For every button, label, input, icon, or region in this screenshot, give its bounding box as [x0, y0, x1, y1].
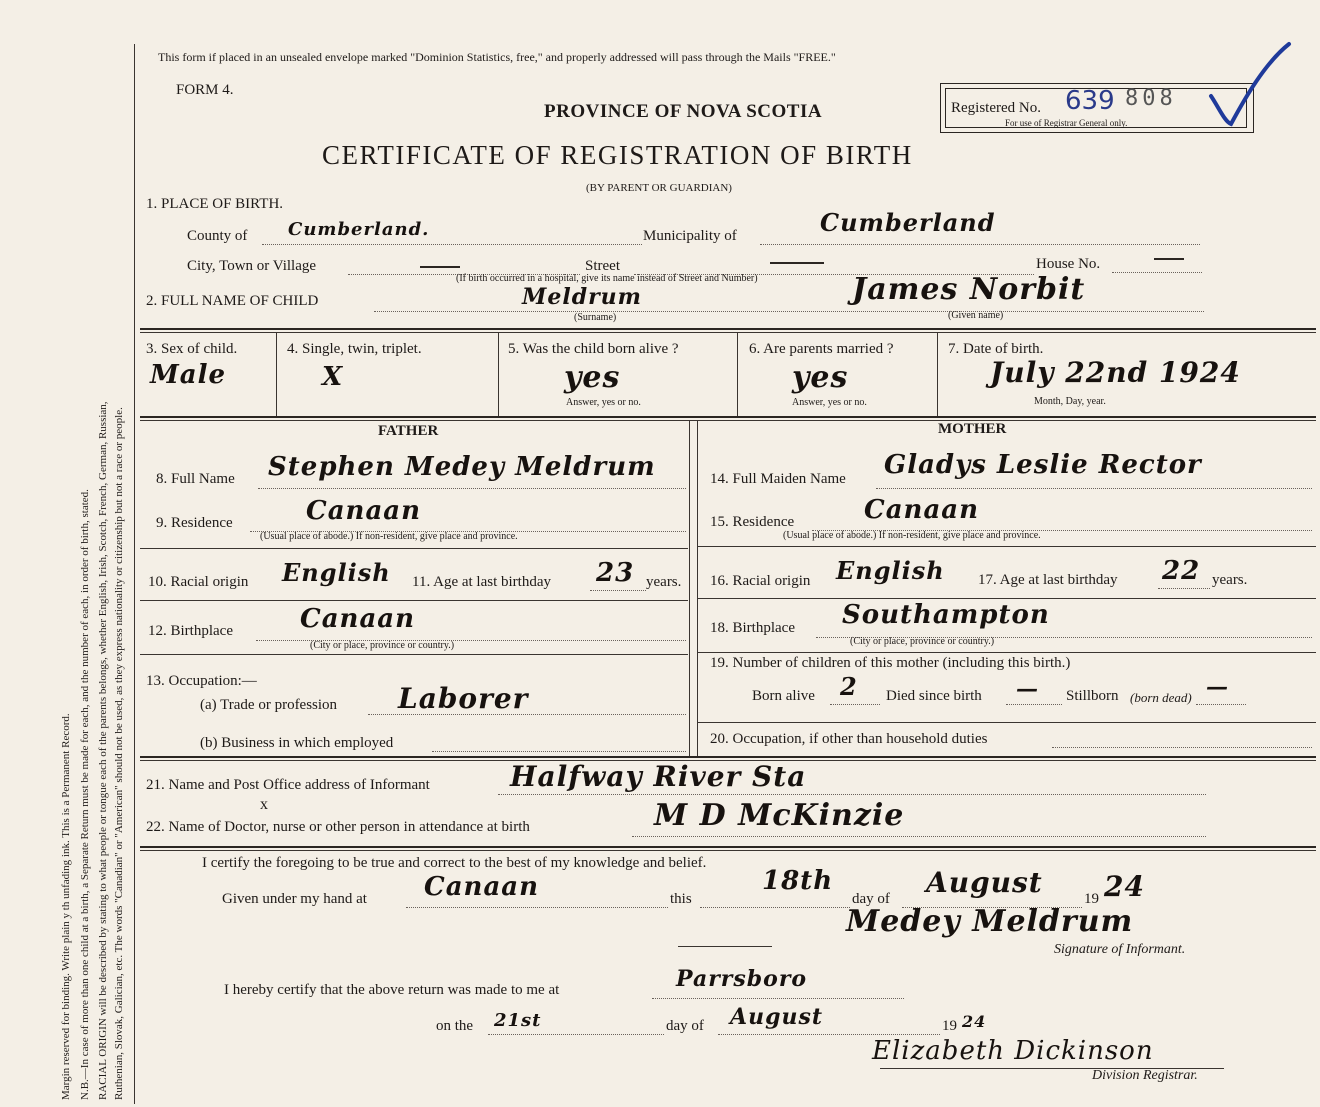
mail-notice: This form if placed in an unsealed envelope marked "Dominion Statistics, free," and properly addressed will pass through the Mails "FREE." — [158, 50, 836, 64]
county-label: County of — [187, 228, 248, 244]
plurality-value: X — [322, 362, 344, 392]
born-alive-answer: yes — [564, 360, 621, 395]
mother-race-value: English — [836, 556, 945, 585]
occupation-heading: 13. Occupation:— — [146, 673, 257, 689]
trade-label: (a) Trade or profession — [200, 697, 338, 713]
given-at-label: Given under my hand at — [222, 891, 367, 907]
children-count-label: 19. Number of children of this mother (including this birth.) — [710, 655, 1071, 671]
born-alive-count-label: Born alive — [752, 688, 815, 704]
given-year-prefix: 19 — [1084, 891, 1099, 907]
mother-birthplace-caption: (City or place, province or country.) — [850, 636, 995, 647]
mother-heading: MOTHER — [938, 421, 1007, 437]
municipality-value: Cumberland — [820, 208, 996, 237]
business-label: (b) Business in which employed — [200, 735, 394, 751]
mother-age-label: 17. Age at last birthday — [978, 572, 1118, 588]
registrar-signature: Elizabeth Dickinson — [872, 1036, 1154, 1066]
doctor-mark: x — [260, 796, 268, 813]
sidebar-line-1: Margin reserved for binding. Write plain y th unfading ink. This is a Permanent Record. — [60, 713, 72, 1100]
child-surname: Meldrum — [522, 284, 642, 310]
child-given-name: James Norbit — [852, 272, 1086, 307]
father-birthplace-caption: (City or place, province or country.) — [310, 640, 455, 651]
registrar-signature-caption: Division Registrar. — [1092, 1068, 1198, 1083]
checkmark-icon — [1205, 38, 1295, 128]
parents-married-caption: Answer, yes or no. — [792, 397, 867, 408]
birth-date-caption: Month, Day, year. — [1034, 396, 1106, 407]
given-this-label: this — [670, 891, 692, 907]
parents-married-question: 6. Are parents married ? — [749, 341, 894, 357]
certify-statement: I certify the foregoing to be true and correct to the best of my knowledge and belief. — [202, 855, 707, 871]
birth-date-label: 7. Date of birth. — [948, 341, 1044, 357]
province-heading: PROVINCE OF NOVA SCOTIA — [544, 101, 823, 122]
plurality-label: 4. Single, twin, triplet. — [287, 341, 422, 357]
sidebar-line-2: N.B.—In case of more than one child at a birth, a Separate Return must be made for each, and the number of each, in order of birth, stated. — [79, 489, 91, 1100]
mother-residence-value: Canaan — [864, 495, 980, 525]
father-age-label: 11. Age at last birthday — [412, 574, 551, 590]
certificate-subtitle: (BY PARENT OR GUARDIAN) — [586, 182, 732, 194]
doctor-label: 22. Name of Doctor, nurse or other person in attendance at birth — [146, 819, 530, 835]
father-race-label: 10. Racial origin — [148, 574, 249, 590]
mother-residence-caption: (Usual place of abode.) If non-resident, give place and province. — [783, 530, 1041, 541]
born-alive-caption: Answer, yes or no. — [566, 397, 641, 408]
registered-number: 639 — [1065, 86, 1115, 116]
doctor-value: M D McKinzie — [654, 798, 905, 833]
father-name-value: Stephen Medey Meldrum — [268, 452, 656, 482]
given-month-value: August — [926, 866, 1043, 899]
birth-date-value: July 22nd 1924 — [990, 356, 1241, 389]
registered-note: For use of Registrar General only. — [1005, 118, 1128, 128]
stillborn-label: Stillborn — [1066, 688, 1119, 704]
surname-caption: (Surname) — [574, 312, 617, 323]
informant-signature-caption: Signature of Informant. — [1054, 942, 1186, 957]
child-name-label: 2. FULL NAME OF CHILD — [146, 293, 319, 309]
father-residence-value: Canaan — [306, 496, 422, 526]
mother-birthplace-label: 18. Birthplace — [710, 620, 795, 636]
mother-age-unit: years. — [1212, 572, 1248, 588]
municipality-label: Municipality of — [643, 228, 737, 244]
registrar-day-value: 21st — [494, 1010, 542, 1031]
county-value: Cumberland. — [288, 219, 430, 240]
stillborn-value: — — [1206, 674, 1229, 700]
born-alive-question: 5. Was the child born alive ? — [508, 341, 679, 357]
died-count-label: Died since birth — [886, 688, 982, 704]
registrar-place-value: Parrsboro — [676, 966, 808, 992]
house-label: House No. — [1036, 256, 1101, 272]
mother-age-value: 22 — [1162, 556, 1201, 586]
registrar-statement: I hereby certify that the above return was made to me at — [224, 982, 560, 998]
street-label: Street — [585, 258, 620, 274]
father-heading: FATHER — [378, 423, 439, 439]
form-number: FORM 4. — [176, 82, 234, 98]
certificate-title: CERTIFICATE OF REGISTRATION OF BIRTH — [322, 140, 913, 170]
father-birthplace-value: Canaan — [300, 604, 416, 634]
given-day-label: day of — [852, 891, 890, 907]
given-caption: (Given name) — [948, 310, 1004, 321]
mother-race-label: 16. Racial origin — [710, 573, 811, 589]
binding-margin-line — [134, 44, 135, 1104]
parents-married-answer: yes — [792, 360, 849, 395]
mother-residence-label: 15. Residence — [710, 514, 795, 530]
father-residence-caption: (Usual place of abode.) If non-resident, give place and province. — [260, 531, 518, 542]
city-dash — [420, 266, 460, 268]
registrar-year-prefix: 19 — [942, 1018, 957, 1034]
sex-label: 3. Sex of child. — [146, 341, 238, 357]
sex-value: Male — [150, 360, 227, 390]
registrar-on-label: on the — [436, 1018, 474, 1034]
street-note: (If birth occurred in a hospital, give its name instead of Street and Number) — [456, 273, 758, 284]
registrar-year-suffix: 24 — [962, 1012, 987, 1031]
sidebar-line-3: RACIAL ORIGIN will be described by stating to what people or tongue each of the parents belongs, whether English, Irish, Scotch, French, German, Russian, — [97, 401, 109, 1100]
mother-occupation-label: 20. Occupation, if other than household duties — [710, 731, 988, 747]
father-age-unit: years. — [646, 574, 682, 590]
registered-stamp: 808 — [1125, 86, 1177, 111]
trade-value: Laborer — [398, 682, 529, 715]
given-year-suffix: 24 — [1104, 870, 1145, 903]
mother-name-label: 14. Full Maiden Name — [710, 471, 846, 487]
died-count-value: — — [1016, 676, 1039, 702]
father-age-value: 23 — [596, 558, 635, 588]
street-dash — [770, 262, 824, 264]
informant-label: 21. Name and Post Office address of Informant — [146, 777, 430, 793]
place-heading: 1. PLACE OF BIRTH. — [146, 196, 284, 212]
father-race-value: English — [282, 558, 391, 587]
mother-name-value: Gladys Leslie Rector — [884, 450, 1202, 480]
sidebar-line-4: Ruthenian, Slovak, Galician, etc. The words "Canadian" or "American" should not be used, as they express nationality or citizenship but not a race or people. — [113, 407, 125, 1100]
born-alive-count-value: 2 — [840, 672, 858, 701]
informant-signature: Medey Meldrum — [846, 904, 1134, 939]
informant-value: Halfway River Sta — [510, 760, 807, 793]
house-dash — [1154, 258, 1184, 260]
registrar-day-label: day of — [666, 1018, 704, 1034]
mother-birthplace-value: Southampton — [842, 600, 1050, 630]
given-at-value: Canaan — [424, 872, 540, 902]
father-birthplace-label: 12. Birthplace — [148, 623, 233, 639]
father-residence-label: 9. Residence — [156, 515, 233, 531]
father-name-label: 8. Full Name — [156, 471, 235, 487]
stillborn-note: (born dead) — [1130, 690, 1192, 705]
city-label: City, Town or Village — [187, 258, 317, 274]
given-day-value: 18th — [762, 866, 834, 896]
registered-label: Registered No. — [951, 100, 1041, 116]
registrar-month-value: August — [730, 1004, 823, 1030]
